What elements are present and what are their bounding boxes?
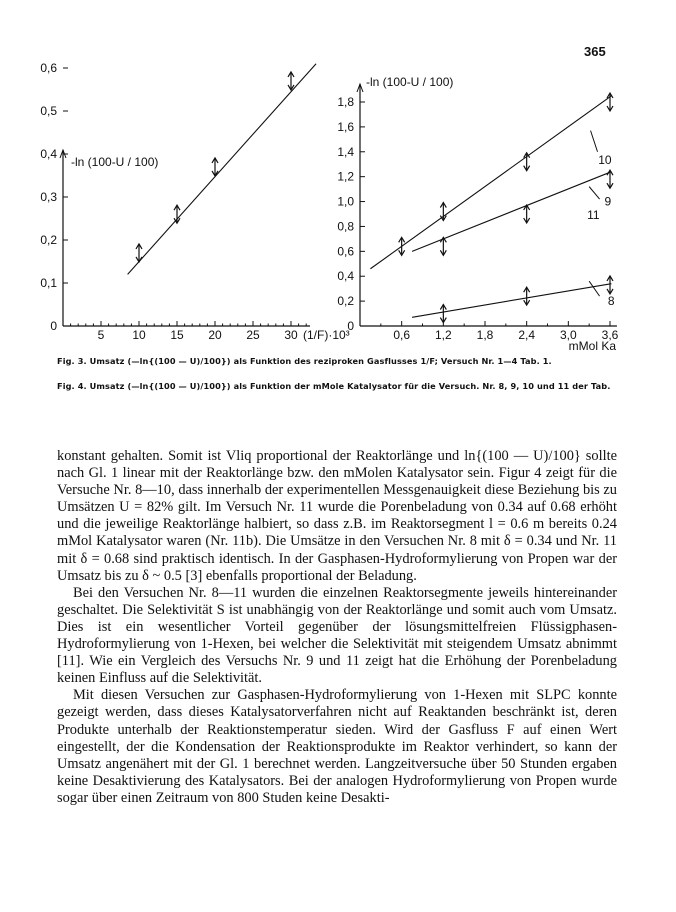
fig4-fit-line-8 [412, 284, 611, 318]
fig4-y-tick-label: 0,6 [337, 244, 354, 259]
fig3-x-tick-label: 5 [97, 328, 105, 342]
paragraph-3: Mit diesen Versuchen zur Gasphasen-Hydroformylierung von 1-Hexen mit SLPC konnte gezeigt werden, dass dieses Katalysatorverfahren nicht auf Reaktanden beschränkt ist, deren Produkte unterhalb der Reaktionstemperatur sieden. Wird der Gasfluss F auf einen Wert eingestellt, der die Kondensation der Reaktionsprodukte im Reaktor verhindert, so kann der Umsatz angenähert mit der Gl. 1 berechnet werden. Langzeitversuche über 50 Stunden ergaben keine Desaktivierung des Katalysators. Bei der analogen Hydroformylierung von Propen wurde sogar über einen Zeitraum von 800 Studen keine Desakti- [57, 687, 617, 806]
fig4-label-leader-8 [589, 281, 599, 296]
body-text [57, 448, 617, 807]
figure-4-caption: Fig. 4. Umsatz (—ln{(100 — U)/100}) als Funktion der mMole Katalysator für die Versuch. Nr. 8, 9, 10 und 11 der Tab. [57, 381, 611, 391]
fig4-y-tick-label: 0,4 [337, 269, 354, 284]
figure-4 [0, 0, 676, 354]
fig4-y-tick-label: 1,2 [337, 169, 354, 184]
fig3-x-tick-label: 20 [208, 328, 222, 342]
fig4-y-tick-label: 1,8 [337, 95, 354, 109]
fig4-x-tick-label: 1,2 [434, 328, 452, 342]
fig3-x-axis-label: (1/F)·10³ [303, 328, 350, 342]
fig4-y-tick-label: 1,0 [337, 194, 354, 209]
fig4-series-label-10: 10 [598, 153, 612, 168]
fig4-y-tick-label: 1,4 [337, 144, 354, 159]
fig4-series-label-9: 9 [604, 194, 612, 209]
fig3-x-tick-label: 25 [246, 328, 260, 342]
fig4-x-tick-label: 3,0 [559, 328, 577, 342]
fig4-label-leader-9 [589, 187, 599, 199]
fig4-series-label-11: 11 [587, 207, 600, 222]
fig3-x-tick-label: 15 [170, 328, 184, 342]
fig3-y-tick-label: 0,1 [40, 276, 57, 290]
fig4-x-tick-label: 3,6 [601, 328, 619, 342]
fig3-y-tick-label: 0,4 [40, 147, 57, 161]
fig4-y-axis-label: -ln (100-U / 100) [366, 75, 454, 89]
fig3-y-tick-label: 0,3 [40, 190, 57, 204]
paragraph-2: Bei den Versuchen Nr. 8—11 wurden die einzelnen Reaktorsegmente jeweils hintereinander geschaltet. Die Selektivität S ist unabhängig von der Reaktorlänge und somit auch vom Umsatz. Dies ist ein wesentlicher Vorteil gegenüber der lösungsmittelfreien Flüssigphasen-Hydroformylierung von 1-Hexen, bei welcher die Selektivität mit steigendem Umsatz abnimmt [11]. Wie ein Vergleich des Versuchs Nr. 9 und 11 zeigt hat die Erhöhung der Porenbeladung keinen Einfluss auf die Selektivität. [57, 584, 617, 687]
figure-4-chart [0, 0, 676, 353]
fig4-label-leader-10 [591, 131, 598, 152]
fig4-x-tick-label: 0,6 [393, 328, 411, 342]
fig3-x-tick-label: 10 [132, 328, 146, 342]
fig4-x-axis-label: mMol Ka [568, 339, 616, 353]
fig3-y-axis-label: -ln (100-U / 100) [71, 155, 159, 169]
fig3-y-tick-label: 0,5 [40, 104, 57, 118]
fig4-y-tick-label: 1,6 [337, 119, 354, 134]
fig4-x-tick-label: 1,8 [476, 328, 494, 342]
fig4-x-tick-label: 2,4 [518, 328, 536, 342]
fig3-y-tick-label: 0 [50, 319, 57, 333]
fig4-y-tick-label: 0,2 [337, 294, 354, 309]
fig4-fit-line-10 [370, 96, 611, 269]
fig4-y-tick-label: 0,8 [337, 219, 354, 234]
fig4-y-tick-label: 0 [347, 319, 354, 333]
paragraph-1: konstant gehalten. Somit ist Vliq proportional der Reaktorlänge und ln{(100 — U)/100} sollte nach Gl. 1 linear mit der Reaktorlänge bzw. den mMolen Katalysator sein. Figur 4 zeigt für die Versuche Nr. 8—10, dass innerhalb der experimentellen Messgenauigkeit diese Beziehung bis zu Umsätzen U = 82% gilt. Im Versuch Nr. 11 wurde die Porenbeladung von 0.34 auf 0.68 erhöht und die jeweilige Reaktorlänge halbiert, so dass z.B. im Reaktorsegment l = 0.6 m bereits 0.24 mMol Katalysator waren (Nr. 11b). Die Umsätze in den Versuchen Nr. 8 mit δ = 0.34 und Nr. 11 mit δ = 0.68 sind praktisch identisch. In der Gasphasen-Hydroformylierung von Propen war der Umsatz bis zu δ ~ 0.5 [3] ebenfalls proportional der Beladung. [57, 448, 617, 584]
fig3-y-tick-label: 0,2 [40, 233, 57, 247]
page-number: 365 [584, 44, 606, 59]
figure-3-caption: Fig. 3. Umsatz (—ln{(100 — U)/100}) als Funktion des reziproken Gasflusses 1/F; Versuch Nr. 1—4 Tab. 1. [57, 356, 552, 366]
fig4-series-label-8: 8 [607, 293, 615, 308]
fig3-x-tick-label: 30 [284, 328, 298, 342]
fig3-y-tick-label: 0,6 [40, 61, 57, 75]
